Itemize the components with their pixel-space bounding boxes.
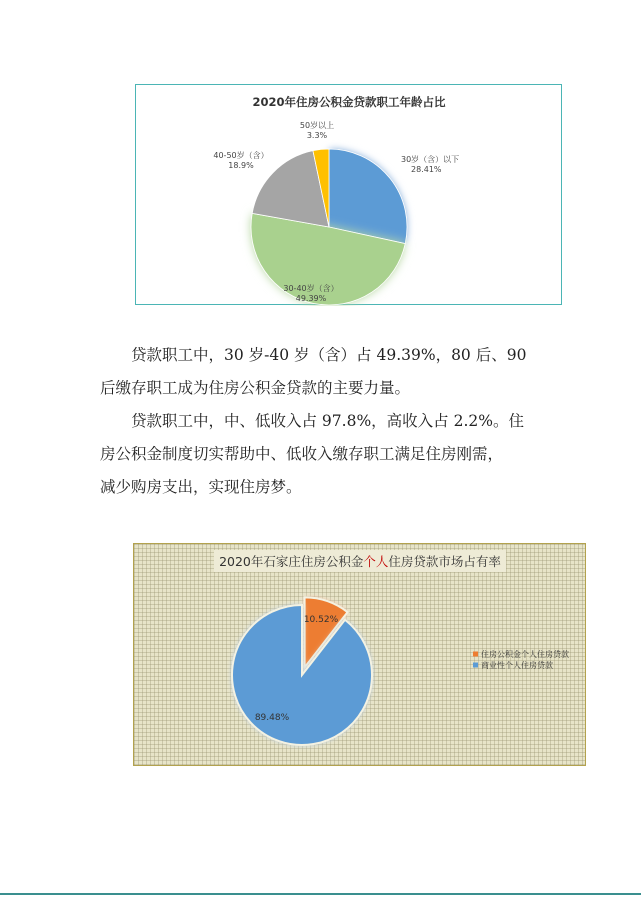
title-part-2: 个人	[363, 554, 389, 569]
paragraph-1-line-2: 后缴存职工成为住房公积金贷款的主要力量。	[100, 379, 411, 397]
paragraph-1-line-1: 贷款职工中，30 岁-40 岁（含）占 49.39%，80 后、90	[131, 346, 527, 364]
age-pie-svg	[136, 85, 563, 306]
market-share-pie-svg	[134, 544, 587, 767]
age-pie-chart	[135, 84, 562, 305]
title-part-1: 2020年石家庄住房公积金	[219, 554, 364, 569]
slice-value-label-2: 89.48%	[254, 713, 290, 723]
legend-swatch-2	[473, 663, 478, 668]
paragraph-2-line-3: 减少购房支出，实现住房梦。	[100, 478, 302, 496]
footer-line	[0, 893, 641, 895]
body-paragraphs	[100, 339, 550, 504]
slice-value-label-1: 10.52%	[303, 615, 339, 625]
legend-swatch-1	[473, 652, 478, 657]
slice-category-label-1: 30岁（含）以下	[401, 155, 460, 164]
legend-label-2: 商业性个人住房贷款	[481, 661, 553, 670]
title-part-3: 住房贷款市场占有率	[388, 554, 501, 569]
slice-value-label-4: 3.3%	[306, 131, 328, 140]
slice-category-label-3: 40-50岁（含）	[213, 151, 269, 160]
chart-title: 2020年住房公积金贷款职工年龄占比	[252, 95, 446, 109]
slice-category-label-2: 30-40岁（含）	[283, 284, 339, 293]
market-share-pie-chart	[133, 543, 586, 766]
legend-label-1: 住房公积金个人住房贷款	[481, 650, 569, 659]
chart-title	[219, 554, 501, 569]
pie-slice-2	[232, 605, 372, 745]
slice-value-label-1: 28.41%	[411, 165, 442, 174]
slice-value-label-3: 18.9%	[228, 161, 254, 170]
slice-value-label-2: 49.39%	[295, 294, 327, 303]
slice-category-label-4: 50岁以上	[299, 121, 335, 130]
paragraph-2-line-2: 房公积金制度切实帮助中、低收入缴存职工满足住房刚需，	[100, 445, 504, 463]
paragraph-2-line-1: 贷款职工中，中、低收入占 97.8%，高收入占 2.2%。住	[131, 412, 524, 430]
